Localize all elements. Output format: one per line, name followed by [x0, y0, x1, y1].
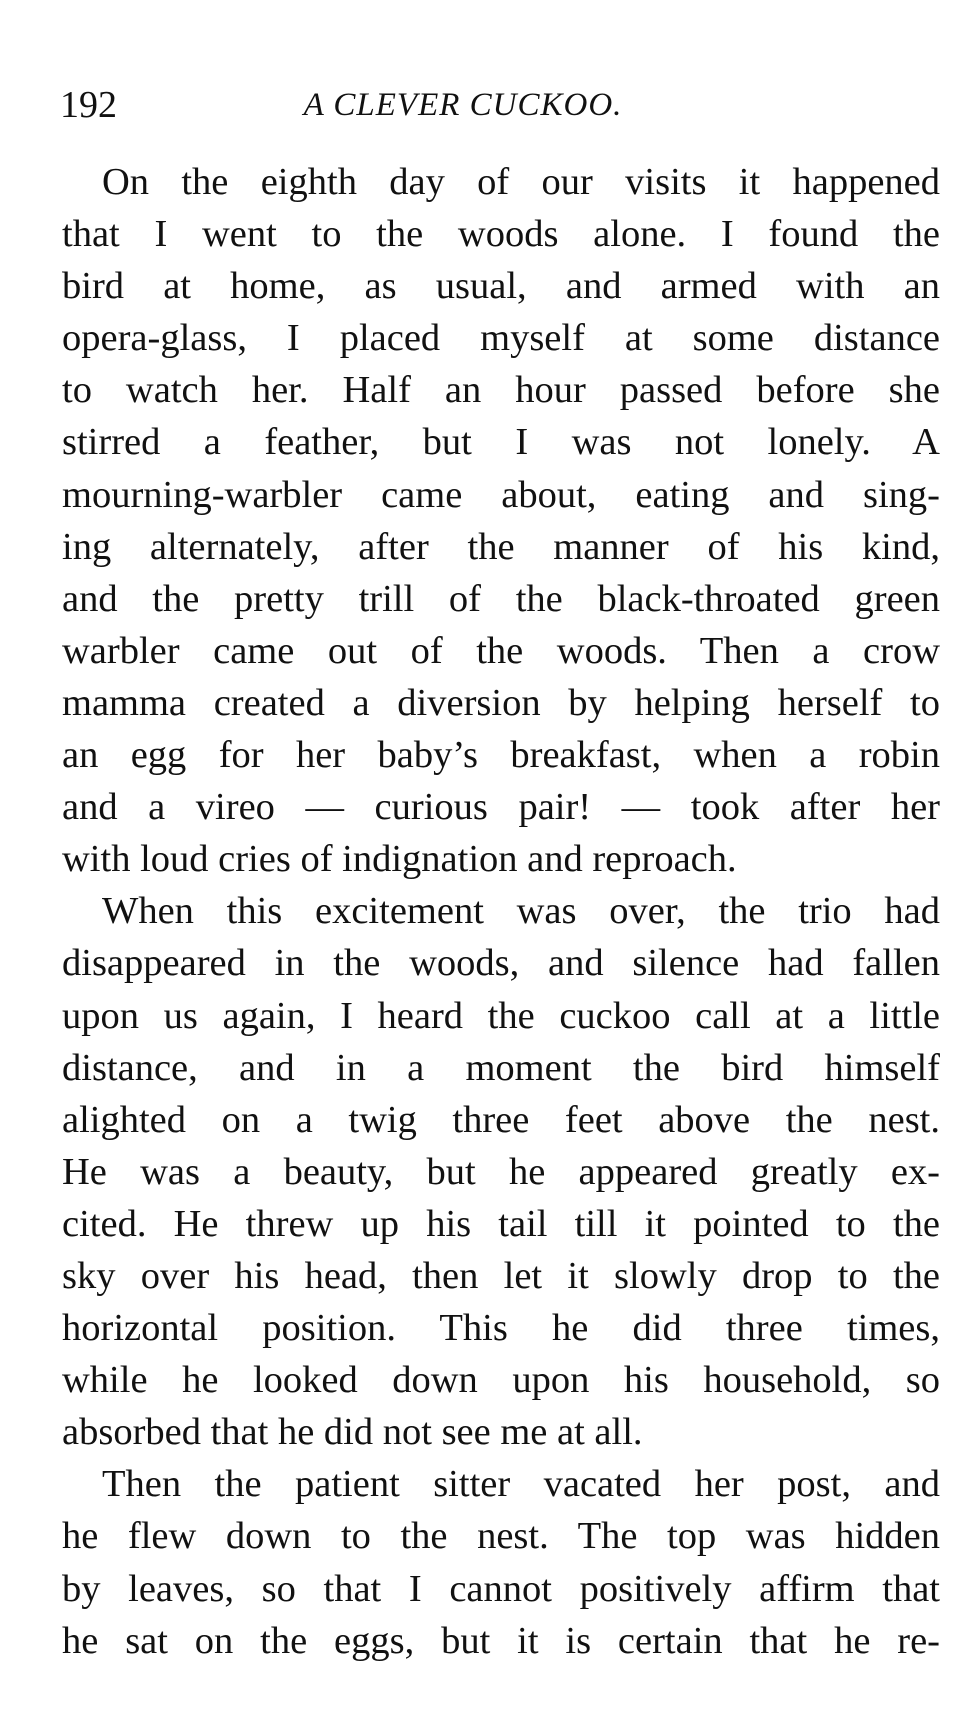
text-line: an egg for her baby’s breakfast, when a robin — [62, 734, 940, 777]
text-line: upon us again, I heard the cuckoo call at a little — [62, 994, 940, 1037]
text-line: bird at home, as usual, and armed with an — [62, 265, 940, 308]
text-line: Then the patient sitter vacated her post, and — [102, 1463, 940, 1506]
page-number: 192 — [60, 84, 117, 126]
text-line: and a vireo — curious pair! — took after her — [62, 786, 940, 829]
text-line: He was a beauty, but he appeared greatly ex- — [62, 1150, 940, 1193]
text-line: horizontal position. This he did three times, — [62, 1307, 940, 1350]
text-line: he flew down to the nest. The top was hidden — [62, 1515, 940, 1558]
text-line: stirred a feather, but I was not lonely. A — [62, 421, 940, 464]
page-header — [60, 78, 940, 132]
text-line: to watch her. Half an hour passed before she — [62, 369, 940, 412]
text-line: he sat on the eggs, but it is certain that he re- — [62, 1619, 940, 1662]
text-line: with loud cries of indignation and reproach. — [62, 838, 737, 881]
text-line: mamma created a diversion by helping herself to — [62, 681, 940, 724]
text-line: mourning-warbler came about, eating and sing- — [62, 473, 940, 516]
text-line: cited. He threw up his tail till it pointed to the — [62, 1202, 940, 1245]
text-line: while he looked down upon his household, so — [62, 1359, 940, 1402]
body-text — [62, 156, 940, 1667]
text-line: opera-glass, I placed myself at some distance — [62, 317, 940, 360]
text-line: absorbed that he did not see me at all. — [62, 1411, 643, 1454]
text-line: When this excitement was over, the trio had — [102, 890, 940, 933]
text-line: ing alternately, after the manner of his kind, — [62, 525, 940, 568]
text-line: On the eighth day of our visits it happened — [102, 161, 940, 203]
text-line: distance, and in a moment the bird himself — [62, 1046, 940, 1089]
text-line: by leaves, so that I cannot positively affirm that — [62, 1567, 940, 1610]
text-line: warbler came out of the woods. Then a crow — [62, 629, 940, 672]
text-line: sky over his head, then let it slowly drop to the — [62, 1254, 940, 1297]
text-line: alighted on a twig three feet above the nest. — [62, 1098, 940, 1141]
text-line: that I went to the woods alone. I found the — [62, 213, 940, 256]
running-title: A CLEVER CUCKOO. — [303, 87, 623, 123]
text-line: disappeared in the woods, and silence had fallen — [62, 942, 940, 985]
text-line: and the pretty trill of the black-throated green — [62, 577, 940, 620]
